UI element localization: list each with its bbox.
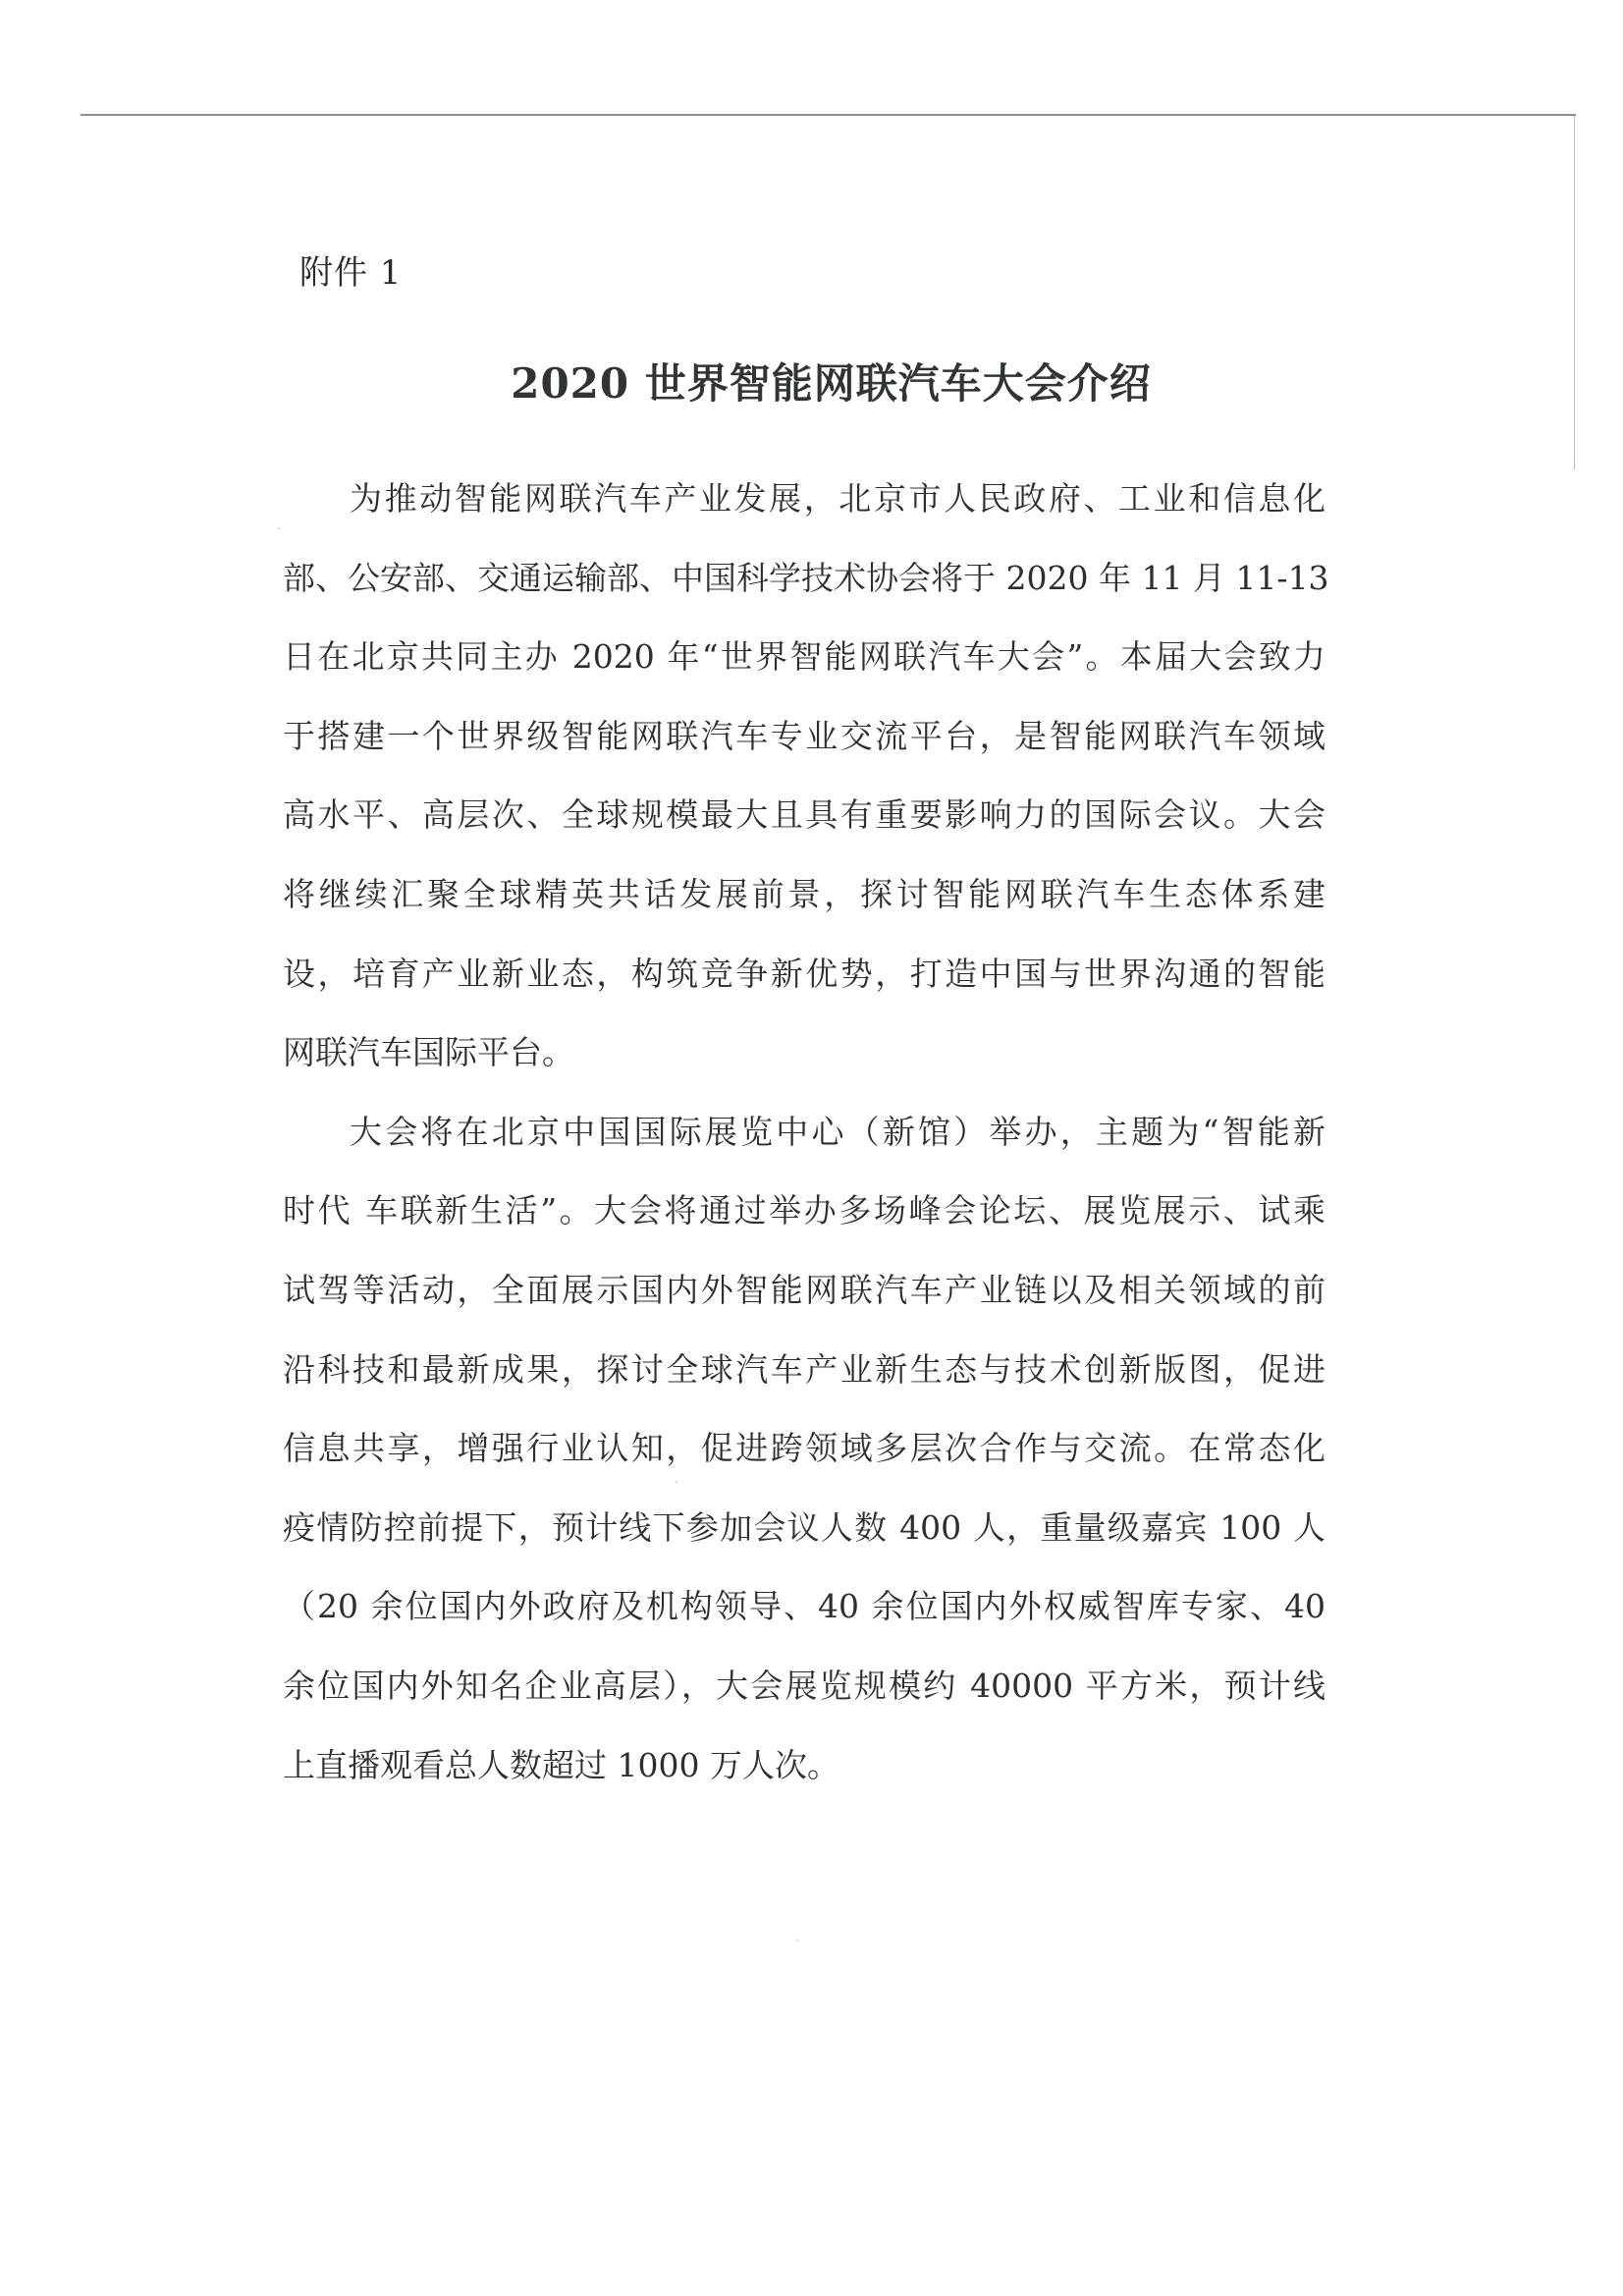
right-margin-rule bbox=[1574, 116, 1575, 469]
paragraph-2 bbox=[283, 1109, 1325, 1821]
text-line: 部、公安部、交通运输部、中国科学技术协会将于 2020 年 11 月 11-13 bbox=[283, 558, 1329, 597]
document-body bbox=[283, 475, 1329, 1821]
text-line: 时代 车联新生活”。大会将通过举办多场峰会论坛、展览展示、试乘 bbox=[283, 1191, 1325, 1230]
scan-speck bbox=[797, 1940, 799, 1941]
text-line: 上直播观看总人数超过 1000 万人次。 bbox=[283, 1745, 839, 1784]
text-line: 网联汽车国际平台。 bbox=[283, 1033, 574, 1072]
text-line: 将继续汇聚全球精英共话发展前景，探讨智能网联汽车生态体系建 bbox=[283, 874, 1325, 913]
text-line: （20 余位国内外政府及机构领导、40 余位国内外权威智库专家、40 bbox=[283, 1587, 1325, 1626]
document-title: 2020 世界智能网联汽车大会介绍 bbox=[511, 359, 1152, 408]
text-line: 高水平、高层次、全球规模最大且具有重要影响力的国际会议。大会 bbox=[283, 795, 1325, 835]
attachment-label: 附件 1 bbox=[299, 253, 403, 293]
text-line: 设，培育产业新业态，构筑竞争新优势，打造中国与世界沟通的智能 bbox=[283, 954, 1325, 993]
text-line: 信息共享，增强行业认知，促进跨领域多层次合作与交流。在常态化 bbox=[283, 1429, 1325, 1468]
top-rule bbox=[81, 114, 1576, 116]
text-line: 大会将在北京中国国际展览中心（新馆）举办，主题为“智能新 bbox=[350, 1112, 1325, 1151]
paragraph-1 bbox=[283, 475, 1329, 1109]
text-line: 为推动智能网联汽车产业发展，北京市人民政府、工业和信息化 bbox=[350, 479, 1325, 518]
text-line: 试驾等活动，全面展示国内外智能网联汽车产业链以及相关领域的前 bbox=[283, 1270, 1325, 1309]
scan-speck bbox=[676, 1481, 677, 1483]
text-line: 日在北京共同主办 2020 年“世界智能网联汽车大会”。本届大会致力 bbox=[283, 637, 1325, 677]
scan-speck bbox=[278, 527, 280, 529]
text-line: 余位国内外知名企业高层），大会展览规模约 40000 平方米，预计线 bbox=[283, 1666, 1325, 1705]
text-line: 疫情防控前提下，预计线下参加会议人数 400 人，重量级嘉宾 100 人 bbox=[283, 1507, 1325, 1547]
text-line: 于搭建一个世界级智能网联汽车专业交流平台，是智能网联汽车领域 bbox=[283, 716, 1325, 755]
text-line: 沿科技和最新成果，探讨全球汽车产业新生态与技术创新版图，促进 bbox=[283, 1349, 1325, 1389]
